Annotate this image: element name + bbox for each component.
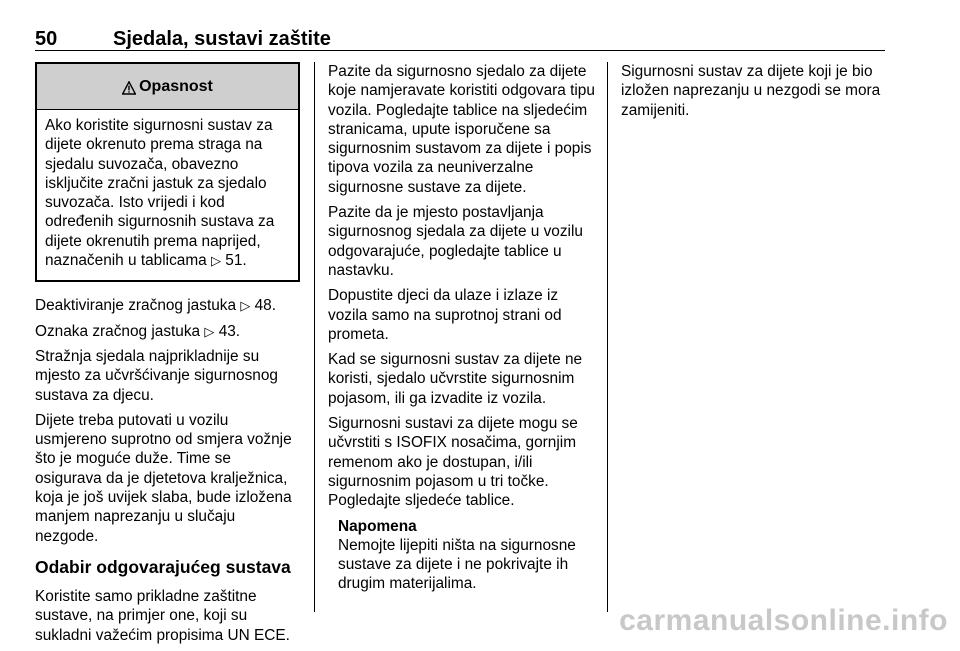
reference-arrow-icon: ▷	[204, 323, 215, 339]
page-reference[interactable]: ▷ 43.	[204, 322, 241, 340]
warning-triangle-icon	[122, 81, 136, 95]
note-block	[338, 517, 596, 594]
paragraph: Kad se sigurnosni sustav za dijete ne koristi, sjedalo učvrstite sigurnosnim pojasom, ili ga izvadite iz vozila.	[328, 351, 583, 407]
warning-text: Ako koristite sigurnosni sustav za dijete okrenuto prema straga na sjedalu suvozača, obavezno isključite zračni jastuk za sjedalo suvozača. Isto vrijedi i kod određenih sigurnosnih sustava za dijete okrenutih prema naprijed, naznačenih u tablicama	[45, 117, 275, 270]
page-header	[35, 28, 885, 52]
note-body: Nemojte lijepiti ništa na sigurnosne sustave za dijete i ne pokrivajte ih drugim materijalima.	[338, 536, 576, 593]
warning-body	[37, 110, 298, 280]
header-divider	[35, 50, 885, 51]
column-divider-2	[607, 62, 608, 612]
paragraph: Sigurnosni sustavi za dijete mogu se učvrstiti s ISOFIX nosačima, gornjim remenom ako je dostupan, i/ili sigurnosnim pojasom u tri točke. Pogledajte sljedeće tablice.	[328, 415, 578, 510]
paragraph-airbag-deactivation: Deaktiviranje zračnog jastuka ▷ 48.	[35, 297, 277, 315]
column-3	[621, 62, 891, 126]
warning-box	[35, 62, 300, 282]
column-divider-1	[314, 62, 315, 612]
warning-title: Opasnost	[139, 77, 213, 95]
page-reference[interactable]: ▷ 48.	[240, 297, 277, 315]
paragraph: Koristite samo prikladne zaštitne sustave, na primjer one, koji su sukladni važećim propisima UN ECE.	[35, 587, 290, 644]
paragraph: Sigurnosni sustav za dijete koji je bio izložen naprezanju u nezgodi se mora zamijeniti.	[621, 63, 881, 119]
section-heading: Odabir odgovarajućeg sustava	[35, 556, 291, 577]
page-reference[interactable]: ▷ 51.	[211, 252, 247, 270]
paragraph-airbag-label: Oznaka zračnog jastuka ▷ 43.	[35, 322, 241, 340]
paragraph: Dopustite djeci da ulaze i izlaze iz vozila samo na suprotnoj strani od prometa.	[328, 287, 562, 343]
column-1	[35, 62, 300, 651]
reference-arrow-icon: ▷	[240, 298, 251, 314]
paragraph: Stražnja sjedala najprikladnije su mjesto za učvršćivanje sigurnosnog sustava za djecu.	[35, 347, 278, 404]
note-title: Napomena	[338, 517, 417, 535]
warning-header	[37, 64, 298, 110]
watermark: carmanualsonline.info	[619, 604, 948, 637]
column-2	[328, 62, 596, 594]
paragraph: Pazite da je mjesto postavljanja sigurnosnog sjedala za dijete u vozilu odgovarajuće, pogledajte tablice u nastavku.	[328, 204, 583, 279]
reference-arrow-icon: ▷	[211, 253, 221, 269]
page-title: Sjedala, sustavi zaštite	[113, 28, 331, 50]
paragraph: Dijete treba putovati u vozilu usmjereno suprotno od smjera vožnje što je moguće duže. Time se osigurava da je djetetova kralježnica, koja je još uvijek slaba, bude izložena manjem naprezanju u slučaju nezgode.	[35, 411, 292, 545]
paragraph: Pazite da sigurnosno sjedalo za dijete koje namjeravate koristiti odgovara tipu vozila. Pogledajte tablice na sljedećim stranicama, upute isporučene sa sigurnosnim sustavom za dijete i popis tipova vozila za neuniverzalne sigurnosne sustave za dijete.	[328, 63, 595, 196]
page-number: 50	[35, 28, 58, 50]
